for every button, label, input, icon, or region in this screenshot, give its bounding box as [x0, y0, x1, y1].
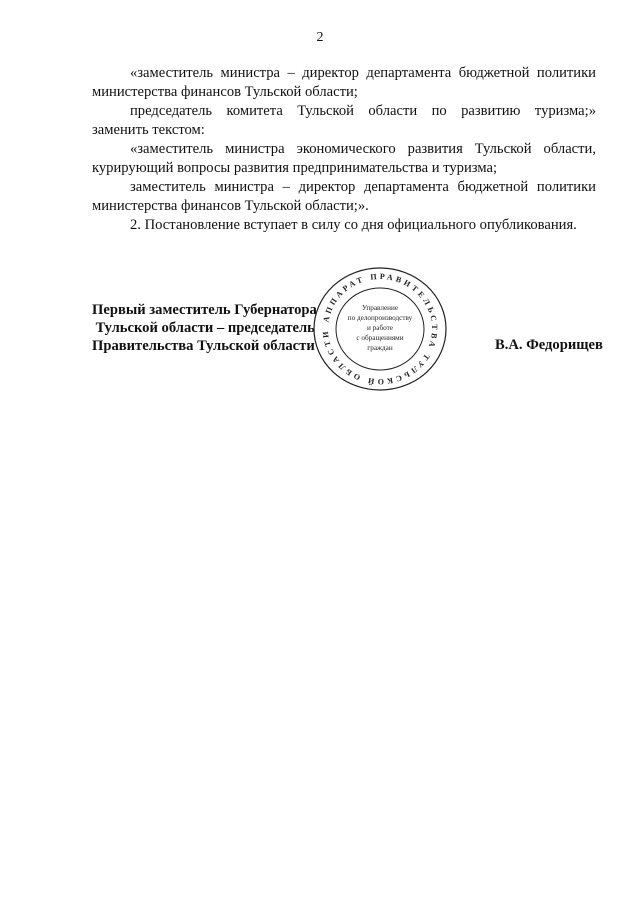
- stamp-inner-line: граждан: [367, 344, 393, 352]
- signatory-name: В.А. Федорищев: [495, 337, 603, 353]
- stamp-inner-line: по делопроизводству: [347, 314, 413, 322]
- stamp-inner-line: с обращениями: [356, 334, 404, 342]
- signature-line: Первый заместитель Губернатора: [92, 302, 317, 318]
- page-number: 2: [316, 30, 324, 45]
- paragraph: заместитель министра – директор департамента бюджетной политики министерства финансов Тульской области;».: [92, 179, 596, 214]
- paragraph: «заместитель министра экономического развития Тульской области, курирующий вопросы развития предпринимательства и туризма;: [92, 141, 596, 176]
- paragraph: заменить текстом:: [92, 122, 205, 138]
- signature-line: Тульской области – председатель: [92, 320, 315, 336]
- paragraph: 2. Постановление вступает в силу со дня официального опубликования.: [130, 217, 577, 233]
- document-body: [92, 64, 596, 235]
- signature-position: [92, 301, 317, 355]
- stamp-inner-line: Управление: [361, 304, 399, 312]
- stamp-inner-line: и работе: [367, 324, 393, 332]
- signature-line: Правительства Тульской области: [92, 338, 315, 354]
- stamp-outer-text: АППАРАТ ПРАВИТЕЛЬСТВА ТУЛЬСКОЙ ОБЛАСТИ: [320, 271, 440, 387]
- paragraph: «заместитель министра – директор департамента бюджетной политики министерства финансов Тульской области;: [92, 65, 596, 100]
- official-stamp: [312, 266, 448, 392]
- paragraph: председатель комитета Тульской области по развитию туризма;»: [130, 103, 596, 119]
